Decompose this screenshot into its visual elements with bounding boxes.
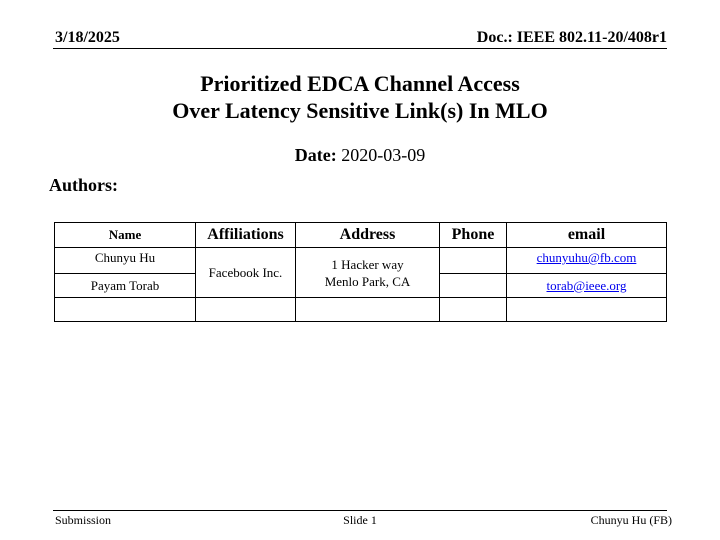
authors-table	[54, 222, 667, 322]
title-line-2: Over Latency Sensitive Link(s) In MLO	[172, 98, 548, 123]
column-header-address: Address	[296, 223, 440, 248]
table-row	[55, 248, 667, 274]
address-line-2: Menlo Park, CA	[324, 273, 411, 289]
address-line-1: 1 Hacker way	[331, 256, 404, 272]
address-cell	[296, 248, 440, 298]
footer-slide-number: Slide 1	[343, 513, 377, 527]
empty-cell	[55, 298, 196, 322]
date-line	[0, 144, 720, 166]
email-cell	[507, 274, 667, 298]
empty-cell	[440, 298, 507, 322]
column-header-phone: Phone	[440, 223, 507, 248]
authors-label: Authors:	[49, 175, 119, 195]
affiliation-cell: Facebook Inc.	[196, 248, 296, 298]
table-row-empty	[55, 298, 667, 322]
author-name-cell: Chunyu Hu	[55, 248, 196, 274]
email-cell	[507, 248, 667, 274]
footer-submission: Submission	[55, 513, 112, 527]
slide-title	[0, 70, 720, 124]
phone-cell	[440, 248, 507, 274]
title-line-1: Prioritized EDCA Channel Access	[200, 71, 520, 96]
header-date: 3/18/2025	[55, 29, 120, 46]
email-link[interactable]: torab@ieee.org	[546, 277, 627, 293]
footer-author: Chunyu Hu (FB)	[590, 513, 672, 527]
column-header-name: Name	[55, 223, 196, 248]
header-divider	[53, 48, 667, 49]
footer-divider	[53, 510, 667, 511]
email-link[interactable]: chunyuhu@fb.com	[536, 250, 637, 265]
author-name-cell: Payam Torab	[55, 274, 196, 298]
empty-cell	[196, 298, 296, 322]
empty-cell	[507, 298, 667, 322]
column-header-email: email	[507, 223, 667, 248]
date-value: 2020-03-09	[341, 145, 426, 165]
empty-cell	[296, 298, 440, 322]
column-header-affiliations: Affiliations	[196, 223, 296, 248]
table-header-row	[55, 223, 667, 248]
date-label: Date:	[294, 145, 337, 165]
header-doc-id: Doc.: IEEE 802.11-20/408r1	[476, 29, 667, 46]
phone-cell	[440, 274, 507, 298]
